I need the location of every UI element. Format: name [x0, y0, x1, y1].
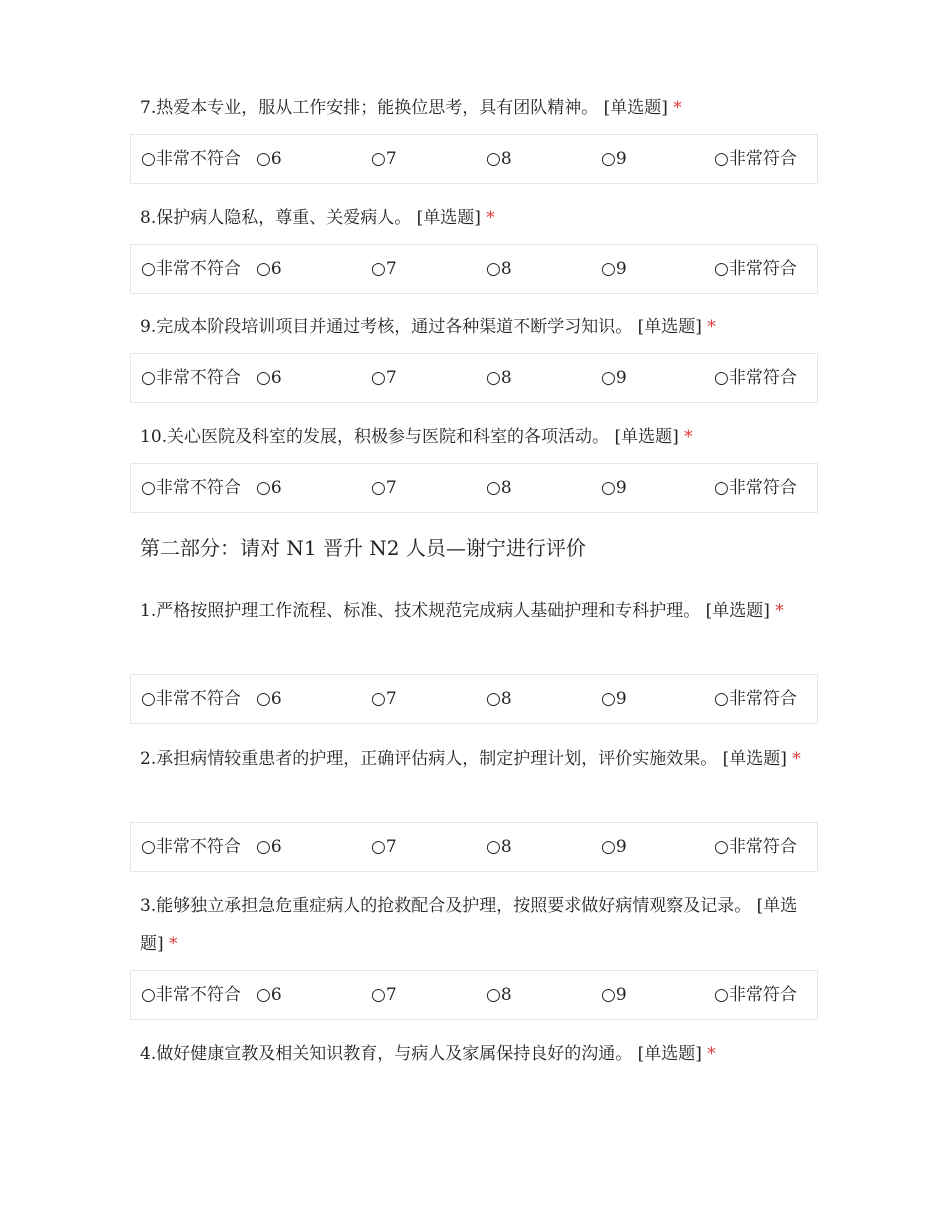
options-row-p2-q2	[130, 822, 818, 872]
option-very-inconsistent[interactable]: ○非常不符合	[141, 478, 241, 498]
question-text: 9.完成本阶段培训项目并通过考核，通过各种渠道不断学习知识。 [单选题]	[140, 317, 702, 337]
option-8[interactable]: ○8	[486, 259, 512, 279]
option-8[interactable]: ○8	[486, 837, 512, 857]
option-7[interactable]: ○7	[371, 985, 397, 1005]
option-6[interactable]: ○6	[256, 149, 282, 169]
option-very-consistent[interactable]: ○非常符合	[714, 478, 797, 498]
options-row-q9	[130, 353, 818, 403]
question-text: 2.承担病情较重患者的护理，正确评估病人，制定护理计划，评价实施效果。 [单选题]	[140, 749, 787, 769]
question-text: 10.关心医院及科室的发展，积极参与医院和科室的各项活动。 [单选题]	[140, 427, 679, 447]
option-very-inconsistent[interactable]: ○非常不符合	[141, 985, 241, 1005]
option-very-consistent[interactable]: ○非常符合	[714, 149, 797, 169]
question-9	[140, 308, 810, 346]
question-text: 7.热爱本专业，服从工作安排；能换位思考，具有团队精神。 [单选题]	[140, 98, 668, 118]
option-very-inconsistent[interactable]: ○非常不符合	[141, 368, 241, 388]
question-p2-3	[140, 887, 810, 963]
option-7[interactable]: ○7	[371, 478, 397, 498]
option-6[interactable]: ○6	[256, 985, 282, 1005]
question-text: 3.能够独立承担急危重症病人的抢救配合及护理，按照要求做好病情观察及记录。 [单选题]	[140, 896, 798, 954]
required-mark: *	[792, 749, 801, 769]
section-heading-part2: 第二部分：请对 N1 晋升 N2 人员—谢宁进行评价	[140, 536, 586, 560]
option-8[interactable]: ○8	[486, 985, 512, 1005]
option-8[interactable]: ○8	[486, 478, 512, 498]
option-8[interactable]: ○8	[486, 368, 512, 388]
option-9[interactable]: ○9	[601, 837, 627, 857]
option-8[interactable]: ○8	[486, 689, 512, 709]
option-very-inconsistent[interactable]: ○非常不符合	[141, 689, 241, 709]
option-very-consistent[interactable]: ○非常符合	[714, 985, 797, 1005]
options-row-p2-q1	[130, 674, 818, 724]
question-p2-2	[140, 740, 810, 778]
required-mark: *	[707, 317, 716, 337]
option-7[interactable]: ○7	[371, 689, 397, 709]
option-very-inconsistent[interactable]: ○非常不符合	[141, 149, 241, 169]
required-mark: *	[707, 1044, 716, 1064]
option-very-inconsistent[interactable]: ○非常不符合	[141, 837, 241, 857]
question-8	[140, 199, 810, 237]
option-very-consistent[interactable]: ○非常符合	[714, 368, 797, 388]
question-text: 1.严格按照护理工作流程、标准、技术规范完成病人基础护理和专科护理。 [单选题]	[140, 601, 770, 621]
option-9[interactable]: ○9	[601, 259, 627, 279]
option-6[interactable]: ○6	[256, 689, 282, 709]
question-10	[140, 418, 810, 456]
option-very-consistent[interactable]: ○非常符合	[714, 259, 797, 279]
option-9[interactable]: ○9	[601, 478, 627, 498]
question-text: 8.保护病人隐私，尊重、关爱病人。 [单选题]	[140, 208, 481, 228]
option-9[interactable]: ○9	[601, 985, 627, 1005]
option-8[interactable]: ○8	[486, 149, 512, 169]
option-9[interactable]: ○9	[601, 689, 627, 709]
option-7[interactable]: ○7	[371, 259, 397, 279]
required-mark: *	[775, 601, 784, 621]
options-row-q10	[130, 463, 818, 513]
options-row-p2-q3	[130, 970, 818, 1020]
option-7[interactable]: ○7	[371, 368, 397, 388]
option-6[interactable]: ○6	[256, 368, 282, 388]
option-very-consistent[interactable]: ○非常符合	[714, 689, 797, 709]
option-6[interactable]: ○6	[256, 478, 282, 498]
required-mark: *	[673, 98, 682, 118]
option-7[interactable]: ○7	[371, 149, 397, 169]
option-6[interactable]: ○6	[256, 837, 282, 857]
options-row-q8	[130, 244, 818, 294]
option-9[interactable]: ○9	[601, 368, 627, 388]
question-text: 4.做好健康宣教及相关知识教育，与病人及家属保持良好的沟通。 [单选题]	[140, 1044, 702, 1064]
option-6[interactable]: ○6	[256, 259, 282, 279]
question-7	[140, 89, 810, 127]
required-mark: *	[169, 934, 178, 954]
required-mark: *	[684, 427, 693, 447]
option-7[interactable]: ○7	[371, 837, 397, 857]
options-row-q7	[130, 134, 818, 184]
required-mark: *	[486, 208, 495, 228]
option-very-consistent[interactable]: ○非常符合	[714, 837, 797, 857]
option-very-inconsistent[interactable]: ○非常不符合	[141, 259, 241, 279]
option-9[interactable]: ○9	[601, 149, 627, 169]
question-p2-4	[140, 1035, 810, 1073]
question-p2-1	[140, 592, 810, 630]
